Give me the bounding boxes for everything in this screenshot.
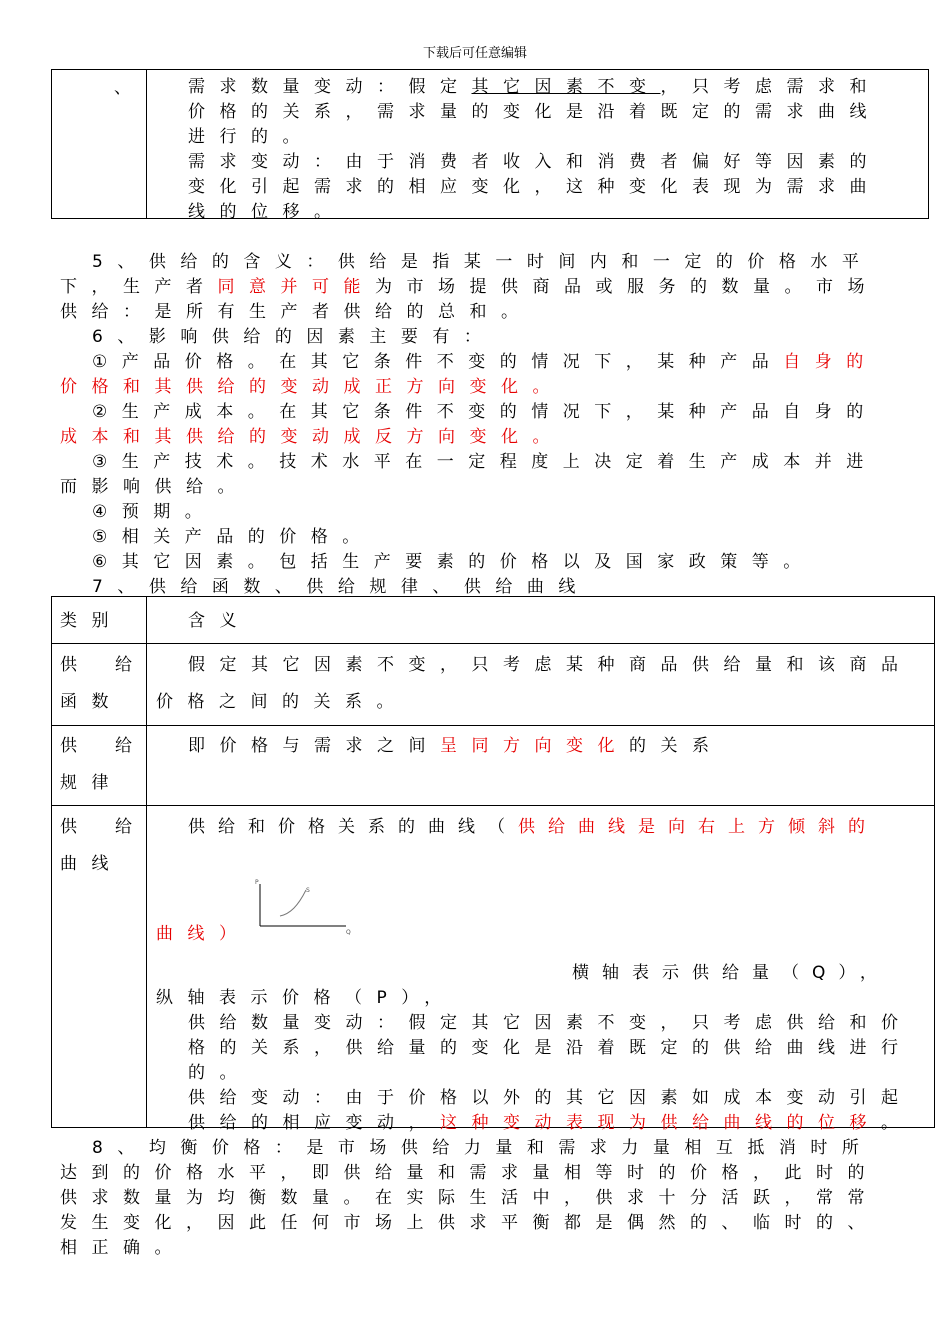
demand-line-6: 线的位移。 (188, 202, 346, 222)
graph-label-q: Q (346, 929, 351, 936)
sec8-line-1: 8、均衡价格：是市场供给力量和需求力量相互抵消时所 (92, 1138, 874, 1158)
sec8-line-2: 达到的价格水平，即供给量和需求量相等时的价格，此时的 (60, 1163, 879, 1183)
supply-curve-line-1: 供给和价格关系的曲线（供给曲线是向右上方倾斜的 (188, 817, 878, 837)
sec6-item-3: ③生产技术。技术水平在一定程度上决定着生产成本并进 (92, 452, 878, 472)
supply-curve-line-4: 纵轴表示价格（P）， (156, 988, 456, 1008)
supply-curve-line-2: 曲线） (156, 924, 251, 944)
supply-curve-graph (250, 876, 360, 938)
supply-curve-label-a: 供给 (60, 817, 170, 837)
supply-curve-line-3: 横轴表示供给量（Q）， (572, 963, 890, 983)
demand-line-3: 进行的。 (188, 127, 314, 147)
supply-curve (280, 890, 306, 916)
supply-curve-line-7: 的。 (188, 1063, 251, 1083)
supply-law-label-b: 规律 (60, 773, 123, 793)
sec6-item-1: ①产品价格。在其它条件不变的情况下，某种产品自身的 (92, 352, 878, 372)
demand-line-5: 变化引起需求的相应变化，这种变化表现为需求曲 (188, 177, 881, 197)
supply-function-label-a: 供给 (60, 655, 170, 675)
supply-function-line-1: 假定其它因素不变，只考虑某种商品供给量和该商品 (188, 655, 913, 675)
demand-line-1: 需求数量变动：假定其它因素不变，只考虑需求和 (188, 77, 881, 97)
sec5-line-3: 供给：是所有生产者供给的总和。 (60, 302, 533, 322)
graph-label-p: P (255, 879, 259, 886)
sec5-line-2: 下，生产者同意并可能为市场提供商品或服务的数量。市场 (60, 277, 879, 297)
supply-curve-line-5: 供给数量变动：假定其它因素不变，只考虑供给和价 (188, 1013, 913, 1033)
sec6-title: 6、影响供给的因素主要有： (92, 327, 496, 347)
sec6-item-3-cont: 而影响供给。 (60, 477, 249, 497)
sec6-item-1-cont: 价格和其供给的变动成正方向变化。 (60, 377, 564, 397)
sec8-line-4: 发生变化，因此任何市场上供求平衡都是偶然的、临时的、 (60, 1213, 879, 1233)
supply-function-line-2: 价格之间的关系。 (156, 692, 408, 712)
supply-law-label-a: 供给 (60, 736, 170, 756)
supply-law-line: 即价格与需求之间呈同方向变化的关系 (188, 736, 724, 756)
header-meaning: 含义 (188, 611, 251, 631)
underlined-phrase: 其它因素不变 (471, 77, 661, 97)
sec8-line-5: 相正确。 (60, 1238, 186, 1258)
sec6-item-5: ⑤相关产品的价格。 (92, 527, 374, 547)
sec6-item-2: ②生产成本。在其它条件不变的情况下，某种产品自身的 (92, 402, 878, 422)
sec6-item-6: ⑥其它因素。包括生产要素的价格以及国家政策等。 (92, 552, 815, 572)
header-category: 类别 (60, 611, 123, 631)
sec8-line-3: 供求数量为均衡数量。在实际生活中，供求十分活跃，常常 (60, 1188, 879, 1208)
left-cell-text: 、 (114, 78, 131, 98)
supply-curve-label-b: 曲线 (60, 854, 123, 874)
demand-line-4: 需求变动：由于消费者收入和消费者偏好等因素的 (188, 152, 881, 172)
demand-table-left-cell (52, 70, 147, 219)
demand-line-2: 价格的关系，需求量的变化是沿着既定的需求曲线 (188, 102, 881, 122)
supply-table-header-meaning (147, 597, 935, 644)
supply-curve-line-9: 供给的相应变动，这种变动表现为供给曲线的位移。 (188, 1113, 913, 1133)
sec5-line-1: 5、供给的含义：供给是指某一时间内和一定的价格水平 (92, 252, 874, 272)
supply-curve-line-6: 格的关系，供给量的变化是沿着既定的供给曲线进行 (188, 1038, 913, 1058)
sec6-item-4: ④预期。 (92, 502, 217, 522)
supply-function-label-b: 函数 (60, 692, 123, 712)
graph-label-s: S (306, 887, 310, 894)
sec7-title: 7、供给函数、供给规律、供给曲线 (92, 577, 590, 597)
sec6-item-2-cont: 成本和其供给的变动成反方向变化。 (60, 427, 564, 447)
supply-curve-line-8: 供给变动：由于价格以外的其它因素如成本变动引起 (188, 1088, 913, 1108)
page-header: 下载后可任意编辑 (422, 46, 527, 61)
red-phrase: 同意并可能 (217, 277, 375, 297)
